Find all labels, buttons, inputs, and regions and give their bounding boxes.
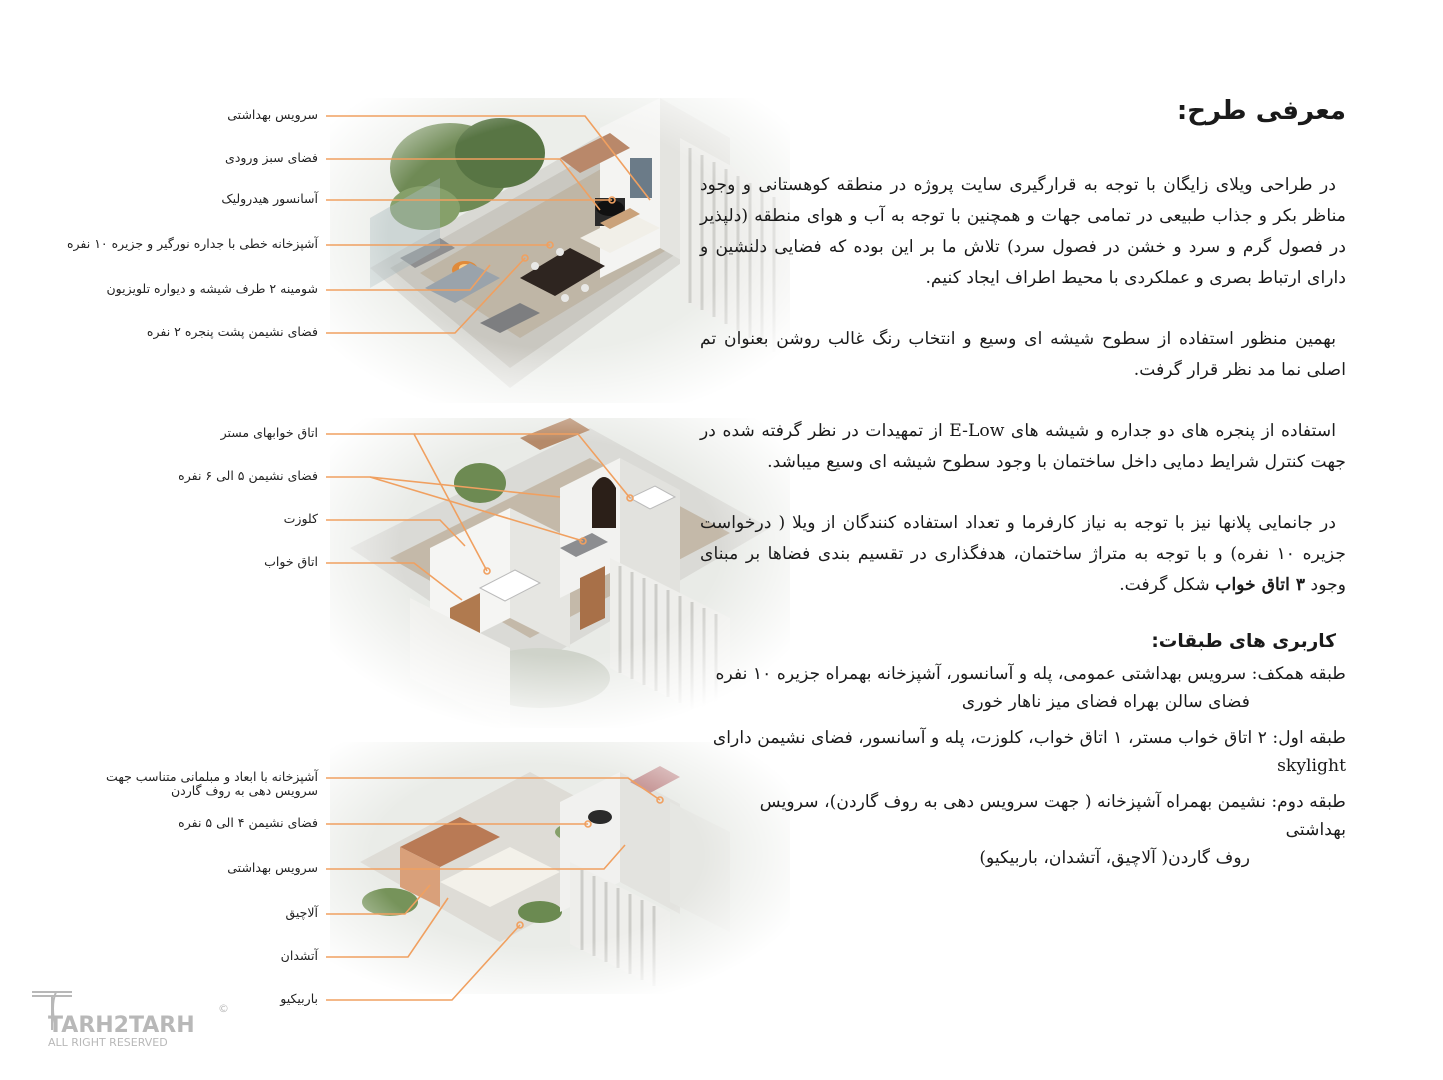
floor-second: طبقه دوم: نشیمن بهمراه آشپزخانه ( جهت سرویس دهی به روف گاردن)، سرویس بهداشتی روف گاردن( آلاچیق، آتشدان، باربیکیو) [759, 792, 1346, 868]
callout-ground-elevator: آسانسور هیدرولیک [221, 191, 318, 206]
copyright-icon: © [218, 1002, 229, 1015]
callout-second-firepit: آتشدان [280, 948, 318, 963]
callout-ground-seating: فضای نشیمن پشت پنجره ۲ نفره [146, 324, 318, 339]
callout-first-closet: کلوزت [283, 511, 318, 526]
callout-second-bbq: باربیکیو [280, 991, 318, 1006]
intro-paragraph-1: در طراحی ویلای زایگان با توجه به قرارگیری سایت پروژه در منطقه کوهستانی و وجود مناظر بکر و جذاب طبیعی در تمامی جهات و همچنین با توجه به آب و هوای منطقه (دلپذیر در فصول گرم و سرد و خشن در فصول سرد) تلاش ما بر این بوده که فضایی دلنشین و دارای ارتباط بصری و عملکردی با محیط اطراف ایجاد کنیم. [700, 175, 1346, 288]
callout-first-living: فضای نشیمن ۵ الی ۶ نفره [178, 468, 318, 483]
callout-first-bedroom: اتاق خواب [264, 554, 318, 569]
callout-ground-green: فضای سبز ورودی [225, 150, 318, 165]
callout-second-kitchen: آشپزخانه با ابعاد و مبلمانی متناسب جهت سرویس دهی به روف گاردن [106, 769, 318, 798]
bedroom-count: ۳ اتاق خواب [1215, 575, 1306, 595]
page-title: معرفی طرح: [1176, 96, 1346, 126]
callout-ground-fireplace: شومینه ۲ طرف شیشه و دیواره تلویزیون [106, 281, 318, 296]
callout-second-pergola: آلاچیق [285, 905, 318, 920]
callout-ground-kitchen: آشپزخانه خطی با جداره نورگیر و جزیره ۱۰ نفره [66, 236, 318, 251]
intro-paragraph-3: استفاده از پنجره های دو جداره و شیشه های E-Low از تمهیدات در نظر گرفته شده در جهت کنترل شرایط دمایی داخل ساختمان با وجود سطوح شیشه ای وسیع میباشد. [700, 421, 1346, 472]
callout-second-living: فضای نشیمن ۴ الی ۵ نفره [178, 815, 318, 830]
intro-paragraph-4: در جانمایی پلانها نیز با توجه به نیاز کارفرما و تعداد استفاده کنندگان از ویلا ( درخواست جزیره ۱۰ نفره) و با توجه به متراژ ساختمان، هدفگذاری در تقسیم بندی فضاها بر مبنای وجود ۳ اتاق خواب شکل گرفت. [700, 513, 1346, 595]
logo-rights: ALL RIGHT RESERVED [48, 1036, 168, 1049]
tarh2tarh-logo [26, 986, 236, 1052]
floors-heading: کاربری های طبقات: [1151, 631, 1336, 652]
floor-ground: طبقه همکف: سرویس بهداشتی عمومی، پله و آسانسور، آشپزخانه بهمراه جزیره ۱۰ نفره فضای سالن بهراه فضای میز ناهار خوری [715, 664, 1346, 712]
callout-first-master: اتاق خوابهای مستر [220, 425, 318, 440]
intro-paragraph-2: بهمین منظور استفاده از سطوح شیشه ای وسیع و انتخاب رنگ غالب روشن بعنوان تم اصلی نما مد نظر قرار گرفت. [700, 329, 1346, 380]
callout-ground-wc: سرویس بهداشتی [227, 107, 318, 122]
design-introduction [700, 96, 1346, 880]
logo-brand: TARH2TARH [48, 1013, 195, 1038]
floor-first: طبقه اول: ۲ اتاق خواب مستر، ۱ اتاق خواب، کلوزت، پله و آسانسور، فضای نشیمن دارای skylight [712, 728, 1346, 776]
callout-second-wc: سرویس بهداشتی [227, 860, 318, 875]
